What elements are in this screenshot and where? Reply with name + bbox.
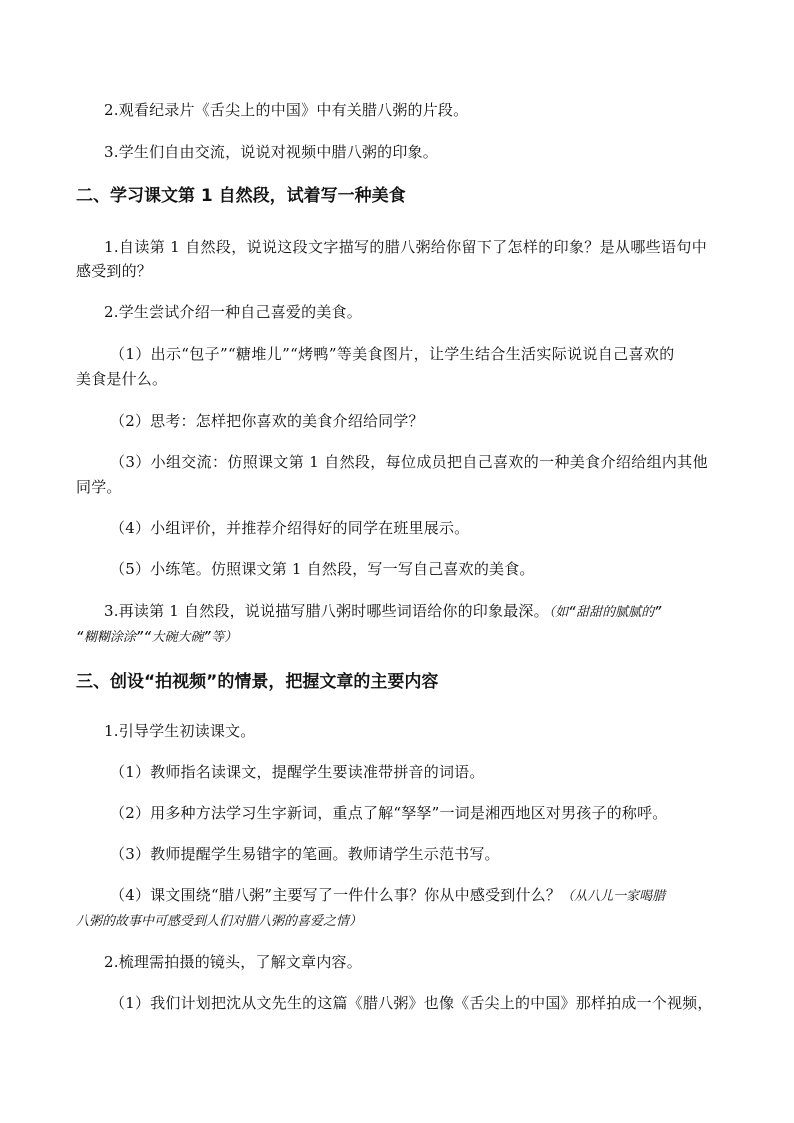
paragraph-text: （4）课文围绕“腊八粥”主要写了一件什么事？你从中感受到什么？ [110, 886, 562, 904]
paragraph [76, 598, 754, 626]
paragraph: （5）小练笔。仿照课文第 1 自然段，写一写自己喜欢的美食。 [110, 560, 535, 578]
paragraph: （1）教师指名读课文，提醒学生要读准带拼音的词语。 [110, 763, 485, 781]
paragraph: （3）教师提醒学生易错字的笔画。教师请学生示范书写。 [110, 845, 500, 863]
paragraph-continuation [76, 623, 726, 651]
paragraph-note: “糊糊涂涂”“大碗大碗”等） [76, 630, 238, 645]
section-heading: 三、创设“拍视频”的情景，把握文章的主要内容 [76, 672, 439, 692]
paragraph: 2.梳理需拍摄的镜头，了解文章内容。 [104, 953, 362, 971]
paragraph: （4）小组评价，并推荐介绍得好的同学在班里展示。 [110, 519, 470, 537]
paragraph [76, 882, 760, 910]
paragraph: （2）用多种方法学习生字新词，重点了解“孥孥”一词是湘西地区对男孩子的称呼。 [110, 804, 668, 822]
paragraph: （3）小组交流：仿照课文第 1 自然段，每位成员把自己喜欢的一种美食介绍给组内其他 [110, 453, 708, 471]
paragraph-continuation: 美食是什么。 [76, 370, 168, 388]
paragraph: （1）出示“包子”“糖堆儿”“烤鸭”等美食图片，让学生结合生活实际说说自己喜欢的 [110, 345, 675, 363]
paragraph: （2）思考：怎样把你喜欢的美食介绍给同学？ [110, 412, 424, 430]
paragraph-note: 八粥的故事中可感受到人们对腊八粥的喜爱之情） [76, 914, 363, 929]
paragraph: 1.自读第 1 自然段，说说这段文字描写的腊八粥给你留下了怎样的印象？是从哪些语句中 [104, 238, 708, 256]
paragraph-text: 3.再读第 1 自然段，说说描写腊八粥时哪些词语给你的印象最深。 [104, 602, 549, 620]
paragraph-note: （如“甜甜的腻腻的” [548, 605, 662, 620]
paragraph-continuation: 感受到的？ [76, 262, 153, 280]
paragraph: 3.学生们自由交流，说说对视频中腊八粥的印象。 [104, 143, 438, 161]
paragraph: 2.观看纪录片《舌尖上的中国》中有关腊八粥的片段。 [104, 101, 469, 119]
paragraph-note: （从八儿一家喝腊 [561, 889, 666, 904]
paragraph: 2.学生尝试介绍一种自己喜爱的美食。 [104, 303, 362, 321]
paragraph: （1）我们计划把沈从文先生的这篇《腊八粥》也像《舌尖上的中国》那样拍成一个视频， [110, 994, 713, 1012]
section-heading: 二、学习课文第 1 自然段，试着写一种美食 [76, 186, 406, 206]
paragraph-continuation: 同学。 [76, 478, 122, 496]
paragraph-continuation [76, 907, 726, 935]
paragraph: 1.引导学生初读课文。 [104, 722, 256, 740]
